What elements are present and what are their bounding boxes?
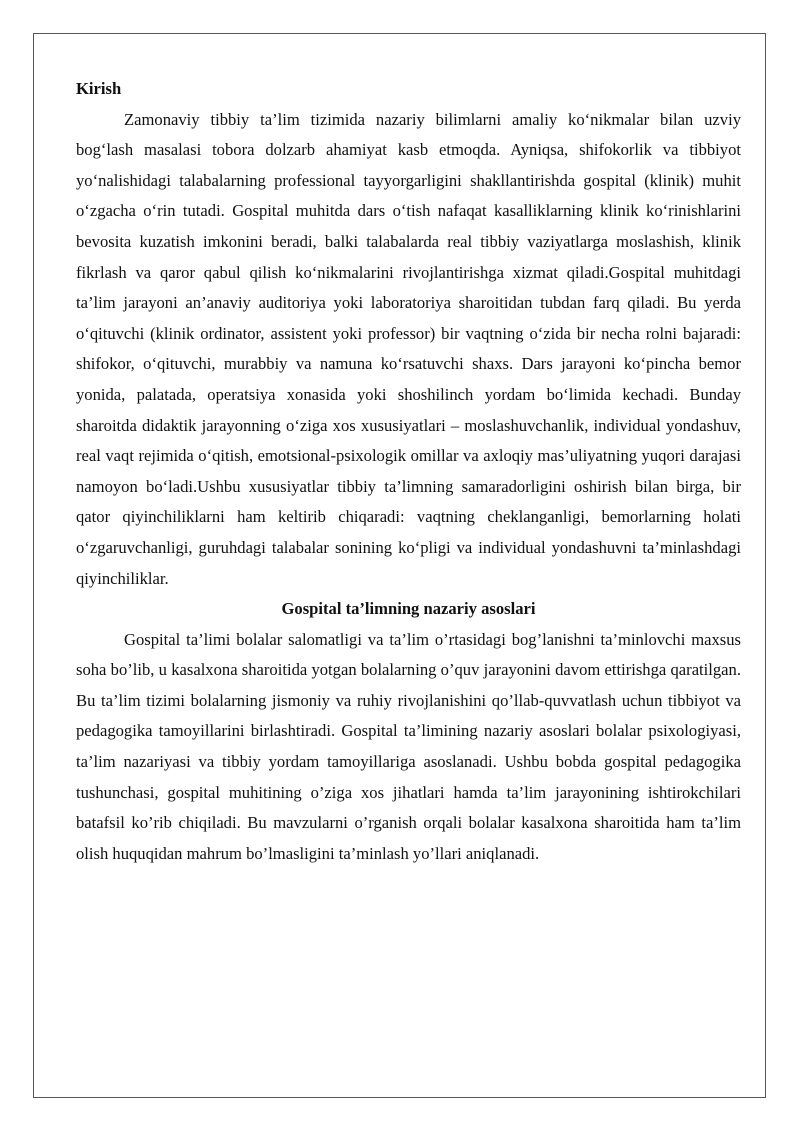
section-heading-intro: Kirish: [76, 79, 122, 98]
theory-paragraph: Gospital ta’limi bolalar salomatligi va ta’lim o’rtasidagi bog’lanishni ta’minlovchi maxsus soha bo’lib, u kasalxona sharoitida yotgan bolalarning o’quv jarayonini davom ettirishga qaratilgan. Bu ta’lim tizimi bolalarning jismoniy va ruhiy rivojlanishini qo’llab-quvvatlash uchun tibbiyot va pedagogika tamoyillarini birlashtiradi. Gospital ta’limining nazariy asoslari bolalar psixologiyasi, ta’lim nazariyasi va tibbiy yordam tamoyillariga asoslanadi. Ushbu bobda gospital pedagogika tushunchasi, gospital muhitining o’ziga xos jihatlari hamda ta’lim jarayonining ishtirokchilari batafsil ko’rib chiqiladi. Bu mavzularni o’rganish orqali bolalar kasalxona sharoitida ham ta’lim olish huquqidan mahrum bo’lmasligini ta’minlash yo’llari aniqlanadi.: [76, 629, 741, 863]
section-heading-theory: Gospital ta’limning nazariy asoslari: [281, 599, 536, 619]
intro-paragraph: Zamonaviy tibbiy ta’lim tizimida nazariy bilimlarni amaliy ko‘nikmalar bilan uzviy bog‘lash masalasi tobora dolzarb ahamiyat kasb etmoqda. Ayniqsa, shifokorlik va tibbiyot yo‘nalishidagi talabalarning professional tayyorgarligini shakllantirishda gospital (klinik) muhit o‘zgacha o‘rin tutadi. Gospital muhitda dars o‘tish nafaqat kasalliklarning klinik ko‘rinishlarini bevosita kuzatish imkonini beradi, balki talabalarda real tibbiy vaziyatlarga moslashish, klinik fikrlash va qaror qabul qilish ko‘nikmalarini rivojlantirishga xizmat qiladi.Gospital muhitdagi ta’lim jarayoni an’anaviy auditoriya yoki laboratoriya sharoitidan tubdan farq qiladi. Bu yerda o‘qituvchi (klinik ordinator, assistent yoki professor) bir vaqtning o‘zida bir necha rolni bajaradi: shifokor, o‘qituvchi, murabbiy va namuna ko‘rsatuvchi shaxs. Dars jarayoni ko‘pincha bemor yonida, palatada, operatsiya xonasida yoki shoshilinch yordam bo‘limida kechadi. Bunday sharoitda didaktik jarayonning o‘ziga xos xususiyatlari – moslashuvchanlik, individual yondashuv, real vaqt rejimida o‘qitish, emotsional-psixologik omillar va axloqiy mas’uliyatning yuqori darajasi namoyon bo‘ladi.Ushbu xususiyatlar tibbiy ta’limning samaradorligini oshirish bilan birga, bir qator qiyinchiliklarni ham keltirib chiqaradi: vaqtning cheklanganligi, bemorlarning holati o‘zgaruvchanligi, guruhdagi talabalar sonining ko‘pligi va individual yondashuvni ta’minlashdagi qiyinchiliklar.: [76, 109, 741, 588]
document-body: [76, 74, 741, 869]
